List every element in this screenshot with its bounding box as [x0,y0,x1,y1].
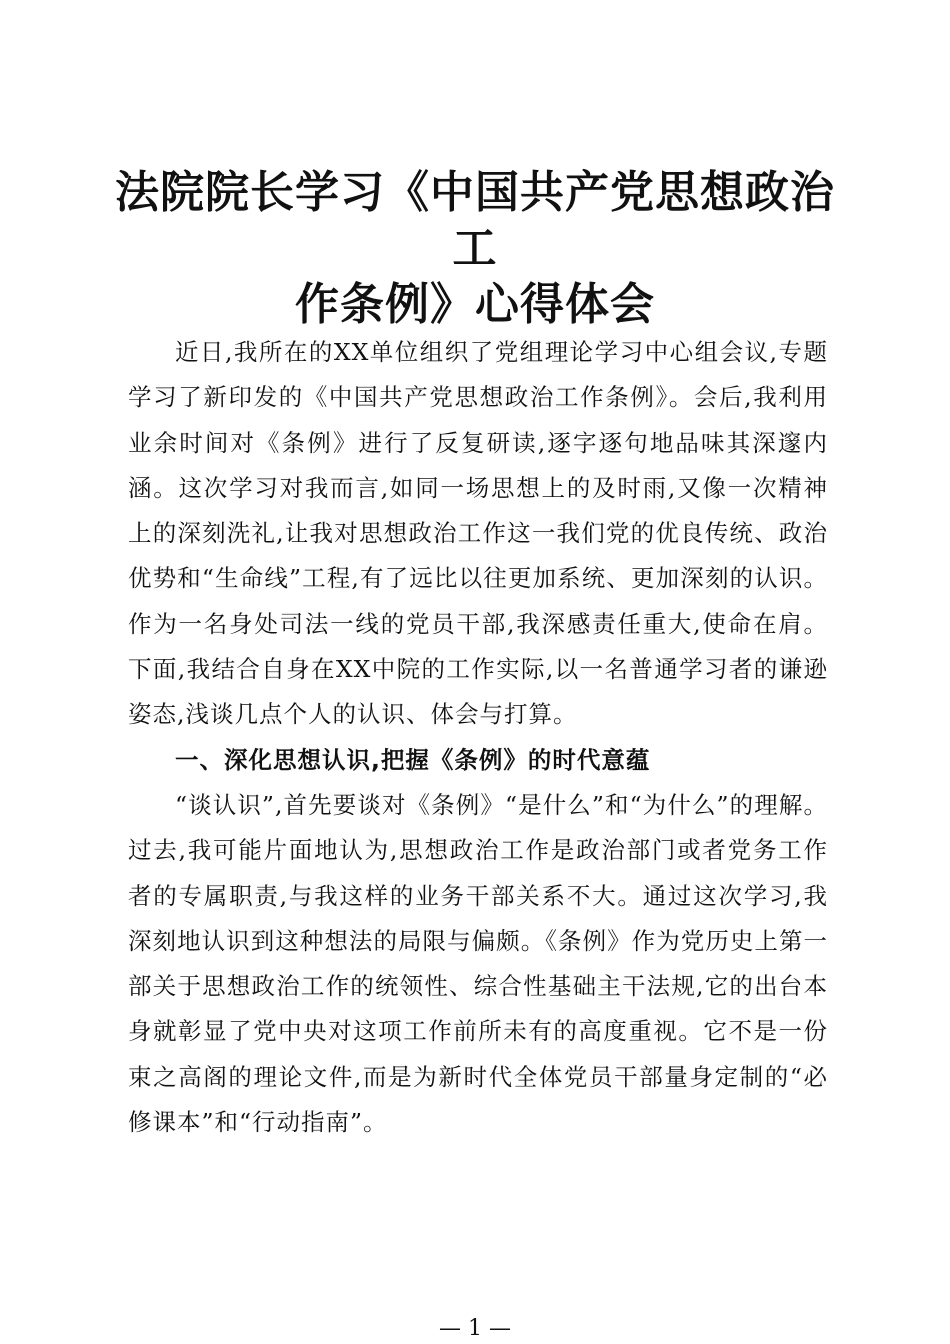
title-line-2: 作条例》心得体会 [295,279,655,330]
intro-paragraph: 近日,我所在的XX单位组织了党组理论学习中心组会议,专题学习了新印发的《中国共产党思想政治工作条例》。会后,我利用业余时间对《条例》进行了反复研读,逐字逐句地品味其深邃内涵。这次学习对我而言,如同一场思想上的及时雨,又像一次精神上的深刻洗礼,让我对思想政治工作这一我们党的优良传统、政治优势和“生命线”工程,有了远比以往更加系统、更加深刻的认识。作为一名身处司法一线的党员干部,我深感责任重大,使命在肩。下面,我结合自身在XX中院的工作实际,以一名普通学习者的谦逊姿态,浅谈几点个人的认识、体会与打算。 [128,338,828,729]
page-number: — 1 — [439,1316,511,1341]
title-line-1: 法院院长学习《中国共产党思想政治工 [115,167,835,274]
section-paragraph: “谈认识”,首先要谈对《条例》“是什么”和“为什么”的理解。过去,我可能片面地认为,思想政治工作是政治部门或者党务工作者的专属职责,与我这样的业务干部关系不大。通过这次学习,我深刻地认识到这种想法的局限与偏颇。《条例》作为党历史上第一部关于思想政治工作的统领性、综合性基础主干法规,它的出台本身就彰显了党中央对这项工作前所未有的高度重视。它不是一份束之高阁的理论文件,而是为新时代全体党员干部量身定制的“必修课本”和“行动指南”。 [128,790,828,1137]
document-title [100,165,850,333]
section-heading: 一、深化思想认识,把握《条例》的时代意蕴 [175,745,651,774]
document-body [128,330,828,1145]
